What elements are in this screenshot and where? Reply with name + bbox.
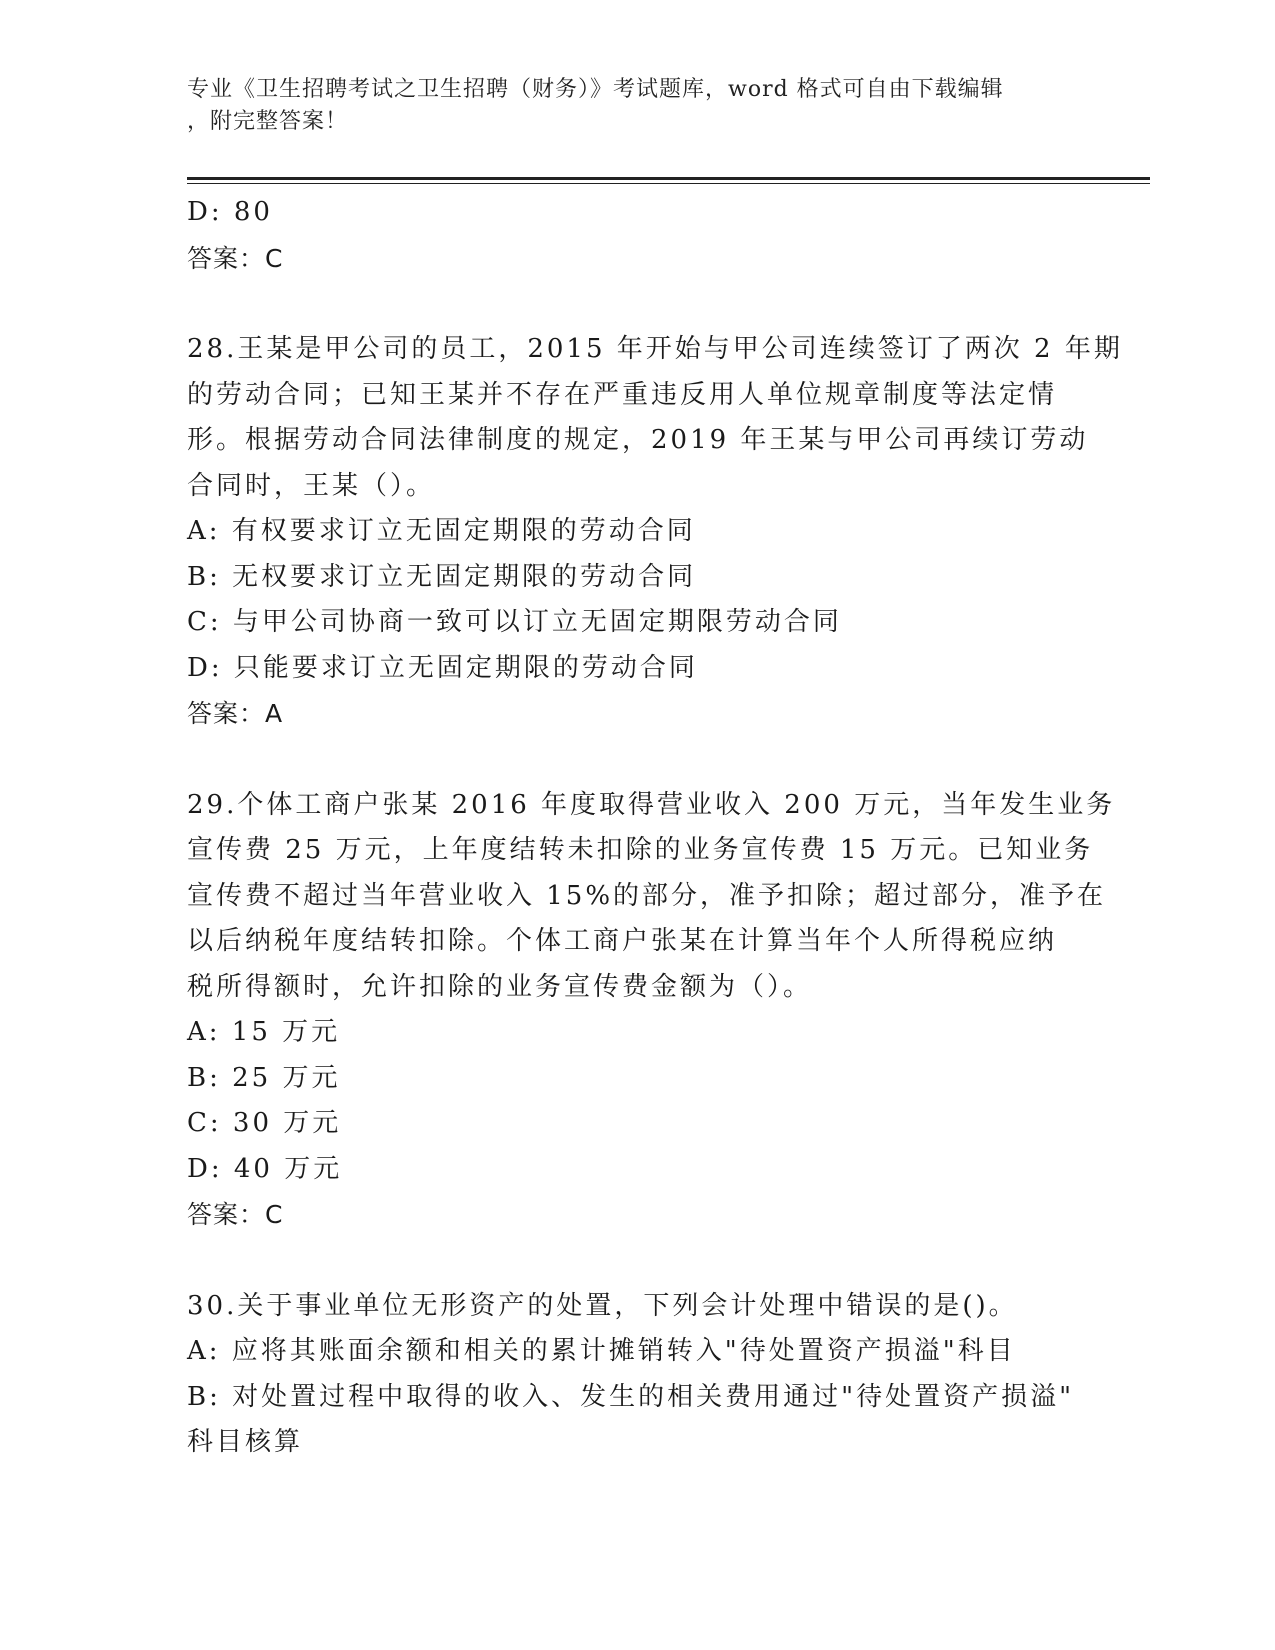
- question-28: [187, 327, 1123, 737]
- question-text-line: 的劳动合同；已知王某并不存在严重违反用人单位规章制度等法定情: [187, 379, 1058, 410]
- prev-answer: 答案：C: [187, 243, 284, 273]
- question-text-line: 宣传费 25 万元，上年度结转未扣除的业务宣传费 15 万元。已知业务: [187, 835, 1094, 865]
- option-c: C: 30 万元: [187, 1108, 342, 1138]
- header-line-1: 专业《卫生招聘考试之卫生招聘（财务）》考试题库，word 格式可自由下载编辑: [187, 77, 1004, 102]
- question-text-line: 合同时，王某（）。: [187, 470, 436, 501]
- option-d: D: 40 万元: [187, 1153, 343, 1184]
- option-b: B: 无权要求订立无固定期限的劳动合同: [187, 561, 697, 592]
- page-header: [187, 74, 1067, 138]
- option-a: A: 应将其账面余额和相关的累计摊销转入"待处置资产损溢"科目: [187, 1336, 1016, 1366]
- answer: 答案：C: [187, 1200, 284, 1229]
- option-b: B: 25 万元: [187, 1062, 341, 1093]
- header-divider-thin: [187, 183, 1150, 184]
- question-content: [187, 190, 1123, 1466]
- option-d: D: 只能要求订立无固定期限的劳动合同: [187, 652, 698, 683]
- option-c: C: 与甲公司协商一致可以订立无固定期限劳动合同: [187, 607, 842, 637]
- prev-option-d: D: 80: [187, 197, 273, 227]
- question-30: [187, 1284, 1087, 1466]
- option-b-continued: 科目核算: [187, 1427, 304, 1457]
- question-text-line: 30.关于事业单位无形资产的处置，下列会计处理中错误的是()。: [187, 1290, 1018, 1321]
- question-29: [187, 783, 1116, 1238]
- spacer: [187, 281, 1087, 327]
- question-text-line: 形。根据劳动合同法律制度的规定，2019 年王某与甲公司再续订劳动: [187, 425, 1089, 455]
- spacer: [187, 737, 1087, 783]
- question-text-line: 28.王某是甲公司的员工，2015 年开始与甲公司连续签订了两次 2 年期: [187, 334, 1123, 364]
- option-a: A: 15 万元: [187, 1017, 341, 1047]
- header-line-2: ，附完整答案！: [187, 109, 349, 134]
- answer: 答案：A: [187, 699, 284, 728]
- header-divider-thick: [187, 177, 1150, 180]
- question-text-line: 宣传费不超过当年营业收入 15%的部分，准予扣除；超过部分，准予在: [187, 880, 1107, 911]
- option-a: A: 有权要求订立无固定期限的劳动合同: [187, 516, 696, 546]
- option-b: B: 对处置过程中取得的收入、发生的相关费用通过"待处置资产损溢": [187, 1381, 1075, 1412]
- question-text-line: 税所得额时，允许扣除的业务宣传费金额为（）。: [187, 971, 813, 1002]
- question-text-line: 29.个体工商户张某 2016 年度取得营业收入 200 万元，当年发生业务: [187, 789, 1116, 820]
- spacer: [187, 1238, 1087, 1284]
- question-text-line: 以后纳税年度结转扣除。个体工商户张某在计算当年个人所得税应纳: [187, 926, 1058, 956]
